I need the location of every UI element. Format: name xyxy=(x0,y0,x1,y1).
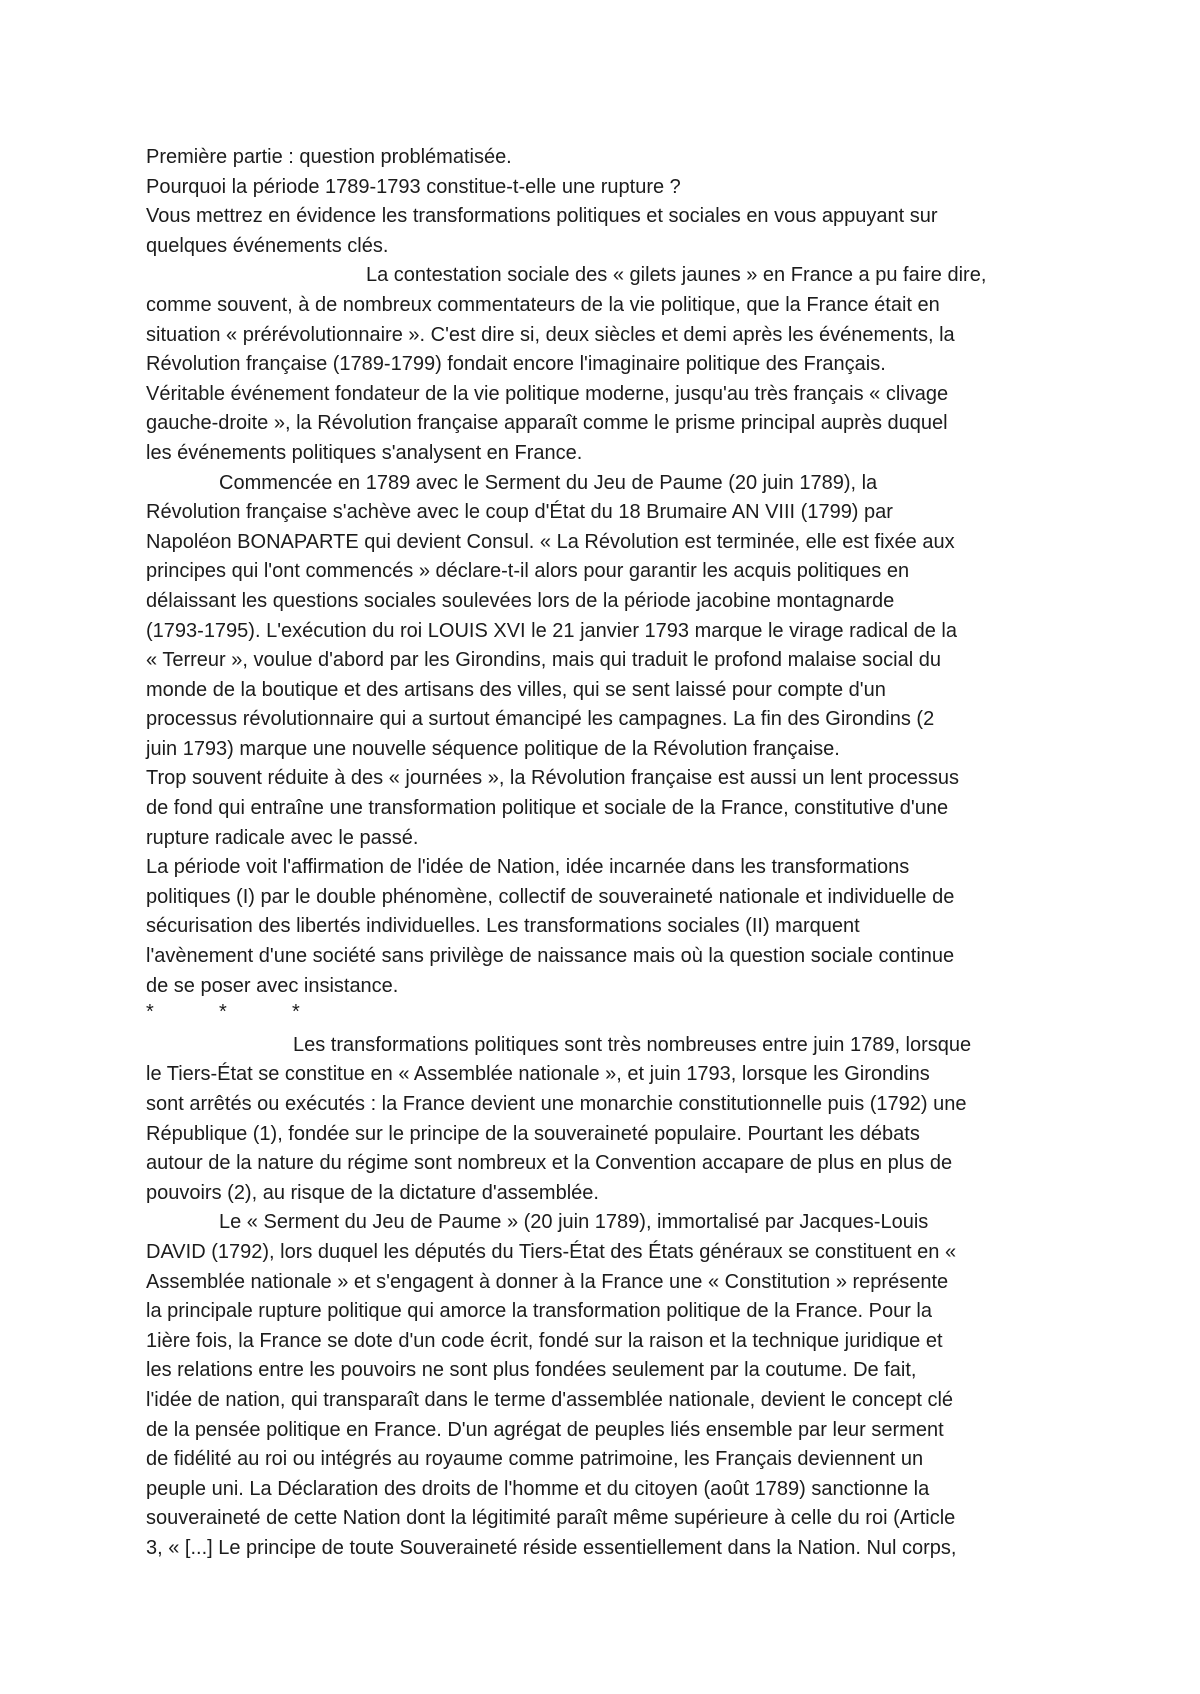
intro-paragraph-4: La période voit l'affirmation de l'idée de Nation, idée incarnée dans les transformations politiques (I) par le double phénomène, collectif de souveraineté nationale et individuelle de sécurisation des libertés individuelles. Les transformations sociales (II) marquent l'avènement d'une société sans privilège de naissance mais où la question sociale continue de se poser avec insistance. xyxy=(146,856,955,997)
heading-instructions: Vous mettrez en évidence les transformations politiques et sociales en vous appuyant sur quelques événements clés. xyxy=(146,205,938,257)
separator-star: * xyxy=(219,1001,227,1024)
document-page xyxy=(146,143,1086,1564)
body-paragraph-1: Les transformations politiques sont très nombreuses entre juin 1789, lorsque le Tiers-État se constitue en « Assemblée nationale », et juin 1793, lorsque les Girondins sont arrêtés ou exécutés : la France devient une monarchie constitutionnelle puis (1792) une République (1), fondée sur le principe de la souveraineté populaire. Pourtant les débats autour de la nature du régime sont nombreux et la Convention accapare de plus en plus de pouvoirs (2), au risque de la dictature d'assemblée. xyxy=(146,1033,972,1204)
body-paragraph-2: Le « Serment du Jeu de Paume » (20 juin 1789), immortalisé par Jacques-Louis DAVID (1792), lors duquel les députés du Tiers-État des États généraux se constituent en « Assemblée nationale » et s'engagent à donner à la France une « Constitution » représente la principale rupture politique qui amorce la transformation politique de la France. Pour la 1ière fois, la France se dote d'un code écrit, fondé sur la raison et la technique juridique et les relations entre les pouvoirs ne sont plus fondées seulement par la coutume. De fait, l'idée de nation, qui transparaît dans le terme d'assemblée nationale, devient le concept clé de la pensée politique en France. D'un agrégat de peuples liés ensemble par leur serment de fidélité au roi ou intégrés au royaume comme patrimoine, les Français deviennent un peuple uni. La Déclaration des droits de l'homme et du citoyen (août 1789) sanctionne la souveraineté de cette Nation dont la légitimité paraît même supérieure à celle du roi (Article 3, « [...] Le principe de toute Souveraineté réside essentiellement dans la Nation. Nul corps, xyxy=(146,1211,957,1559)
separator-star: * xyxy=(292,1001,300,1024)
intro-paragraph-1: La contestation sociale des « gilets jaunes » en France a pu faire dire, comme souvent, à de nombreux commentateurs de la vie politique, que la France était en situation « prérévolutionnaire ». C'est dire si, deux siècles et demi après les événements, la Révolution française (1789-1799) fondait encore l'imaginaire politique des Français. Véritable événement fondateur de la vie politique moderne, jusqu'au très français « clivage gauche-droite », la Révolution française apparaît comme le prisme principal auprès duquel les événements politiques s'analysent en France. xyxy=(146,264,987,464)
heading-title: Première partie : question problématisée. xyxy=(146,146,512,168)
heading-question: Pourquoi la période 1789-1793 constitue-t-elle une rupture ? xyxy=(146,175,681,198)
intro-paragraph-2: Commencée en 1789 avec le Serment du Jeu de Paume (20 juin 1789), la Révolution française s'achève avec le coup d'État du 18 Brumaire AN VIII (1799) par Napoléon BONAPARTE qui devient Consul. « La Révolution est terminée, elle est fixée aux principes qui l'ont commencés » déclare-t-il alors pour garantir les acquis politiques en délaissant les questions sociales soulevées lors de la période jacobine montagnarde (1793-1795). L'exécution du roi LOUIS XVI le 21 janvier 1793 marque le virage radical de la « Terreur », voulue d'abord par les Girondins, mais qui traduit le profond malaise social du monde de la boutique et des artisans des villes, qui se sent laissé pour compte d'un processus révolutionnaire qui a surtout émancipé les campagnes. La fin des Girondins (2 juin 1793) marque une nouvelle séquence politique de la Révolution française. xyxy=(146,471,957,760)
intro-paragraph-3: Trop souvent réduite à des « journées », la Révolution française est aussi un lent processus de fond qui entraîne une transformation politique et sociale de la France, constitutive d'une rupture radicale avec le passé. xyxy=(146,767,960,849)
section-separator xyxy=(146,1001,1086,1031)
separator-star: * xyxy=(146,1001,154,1024)
